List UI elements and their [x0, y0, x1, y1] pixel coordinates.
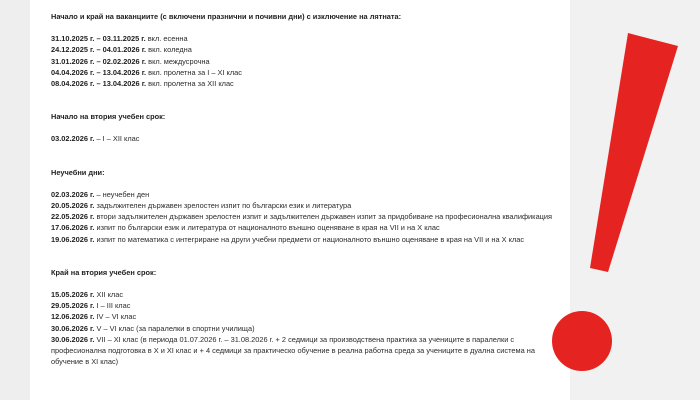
item-text: вкл. междусрочна: [146, 56, 210, 66]
date: 29.05.2026 г.: [51, 301, 95, 311]
list-item: [51, 334, 561, 368]
date: 03.02.2026 г.: [51, 134, 95, 144]
item-text: – I – XII клас: [94, 134, 140, 144]
item-text: VII – XI клас (в периода 01.07.2026 г. – 31.08.2026 г. + 2 седмици за производствена практика за учениците в паралелки с професионална подготовка в X и XI клас и + 4 седмици за практическо обучение в реална работна среда за учениците в дуална система на обучение в XI клас): [51, 334, 535, 367]
item-text: вкл. есенна: [145, 34, 188, 44]
section-heading-second-term-start: Начало на втория учебен срок:: [51, 112, 166, 122]
item-text: изпит по български език и литература от националното външно оценяване в края на VII и на X клас: [94, 223, 440, 233]
date: 02.03.2026 г.: [51, 189, 95, 199]
item-text: I – III клас: [94, 301, 131, 311]
list-item: [51, 33, 561, 44]
item-text: изпит по математика с интегриране на други учебни предмети от националното външно оценяване в края на VII и на X клас: [94, 234, 525, 244]
list-item: [51, 211, 561, 222]
date-range: 31.01.2026 г. – 02.02.2026 г.: [51, 56, 147, 66]
list-item: [51, 300, 561, 311]
date: 12.06.2026 г.: [51, 312, 95, 322]
date: 30.06.2026 г.: [51, 334, 95, 344]
section-heading-second-term-end: Край на втория учебен срок:: [51, 267, 157, 277]
list-item: [51, 133, 561, 144]
list-item: [51, 311, 561, 322]
item-text: задължителен държавен зрелостен изпит по български език и литература: [94, 201, 352, 211]
left-background: [0, 0, 30, 400]
item-text: V – VI клас (за паралелки в спортни училища): [94, 323, 255, 333]
list-item: [51, 56, 561, 67]
section-heading-vacations: Начало и край на ваканциите (с включени празнични и почивни дни) с изключение на лятната:: [51, 12, 402, 21]
date-range: 08.04.2026 г. – 13.04.2026 г.: [51, 79, 147, 89]
list-item: [51, 200, 561, 211]
item-text: – неучебен ден: [94, 189, 150, 199]
item-text: вкл. пролетна за I – XI клас: [146, 67, 242, 77]
date: 30.06.2026 г.: [51, 323, 95, 333]
date: 22.05.2026 г.: [51, 212, 95, 222]
list-item: [51, 323, 561, 334]
list-item: [51, 189, 561, 200]
date: 19.06.2026 г.: [51, 234, 95, 244]
date: 15.05.2026 г.: [51, 290, 95, 300]
list-item: [51, 222, 561, 233]
item-text: IV – VI клас: [94, 312, 137, 322]
date: 17.06.2026 г.: [51, 223, 95, 233]
item-text: вкл. коледна: [146, 45, 192, 55]
list-item: [51, 44, 561, 55]
date-range: 04.04.2026 г. – 13.04.2026 г.: [51, 67, 147, 77]
item-text: вкл. пролетна за XII клас: [146, 79, 234, 89]
date-range: 24.12.2025 г. – 04.01.2026 г.: [51, 45, 147, 55]
list-item: [51, 78, 561, 89]
list-item: [51, 67, 561, 78]
item-text: втори задължителен държавен зрелостен изпит и задължителен държавен изпит за придобиване на професионална квалификация: [94, 212, 553, 222]
date: 20.05.2026 г.: [51, 201, 95, 211]
item-text: XII клас: [94, 290, 124, 300]
document-text: [51, 11, 561, 367]
date-range: 31.10.2025 г. – 03.11.2025 г.: [51, 34, 146, 44]
section-heading-non-school-days: Неучебни дни:: [51, 167, 105, 177]
right-background: [570, 0, 700, 400]
list-item: [51, 234, 561, 245]
list-item: [51, 289, 561, 300]
